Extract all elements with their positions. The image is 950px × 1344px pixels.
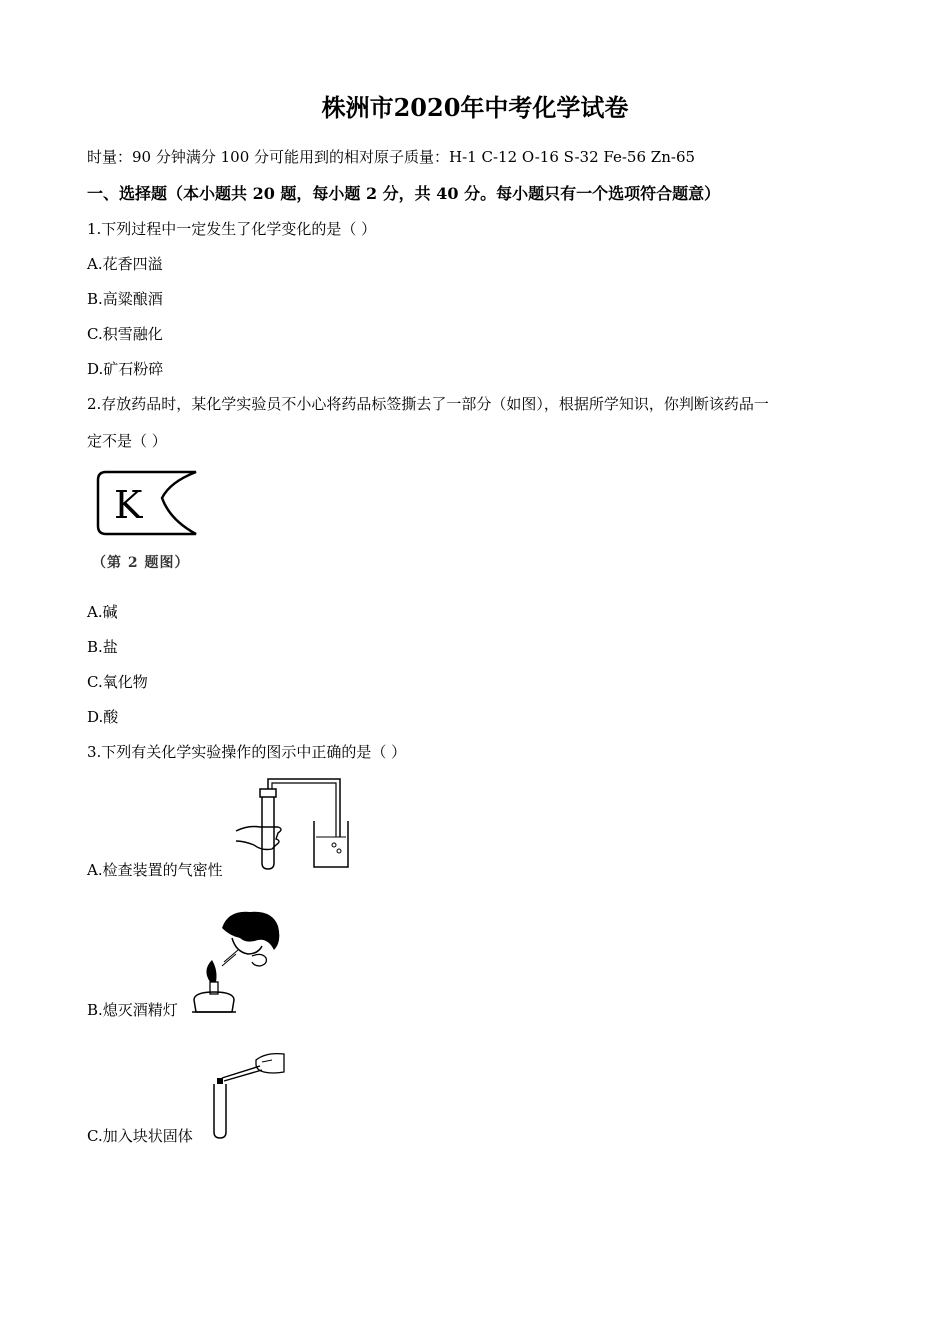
q1-option-c: C.积雪融化 bbox=[87, 325, 163, 343]
exam-info: 时量：90 分钟满分 100 分可能用到的相对原子质量：H-1 C-12 O-16 S-32 Fe-56 Zn-65 bbox=[87, 148, 696, 166]
q1-stem: 1.下列过程中一定发生了化学变化的是（ ） bbox=[87, 220, 377, 238]
q1-option-d: D.矿石粉碎 bbox=[87, 360, 164, 378]
extinguish-lamp-figure bbox=[188, 908, 288, 1020]
q1-option-a: A.花香四溢 bbox=[87, 255, 163, 273]
section-heading: 一、选择题（本小题共 20 题，每小题 2 分，共 40 分。每小题只有一个选项符合题意） bbox=[87, 184, 721, 203]
label-letter: K bbox=[114, 483, 143, 527]
q2-stem-line1: 2.存放药品时，某化学实验员不小心将药品标签撕去了一部分（如图），根据所学知识，你判断该药品一 bbox=[87, 395, 769, 413]
airtightness-check-figure bbox=[232, 775, 357, 875]
airtightness-apparatus-drawing bbox=[232, 775, 357, 875]
q2-option-b: B.盐 bbox=[87, 638, 118, 656]
q2-option-a: A.碱 bbox=[87, 603, 118, 621]
q1-option-b: B.高粱酿酒 bbox=[87, 290, 163, 308]
q2-option-d: D.酸 bbox=[87, 708, 119, 726]
exam-title: 株洲市2020年中考化学试卷 bbox=[321, 93, 629, 122]
torn-label-figure bbox=[92, 468, 202, 578]
q3-stem: 3.下列有关化学实验操作的图示中正确的是（ ） bbox=[87, 743, 407, 761]
figure-caption: （第 2 题图） bbox=[92, 555, 190, 571]
q3-option-c: C.加入块状固体 bbox=[87, 1127, 193, 1145]
test-tube-forceps-drawing bbox=[206, 1048, 288, 1142]
q3-option-a: A.检查装置的气密性 bbox=[87, 861, 223, 879]
q3-option-b: B.熄灭酒精灯 bbox=[87, 1001, 178, 1019]
alcohol-lamp-drawing bbox=[188, 908, 288, 1020]
q2-option-c: C.氧化物 bbox=[87, 673, 148, 691]
add-solid-figure bbox=[206, 1048, 288, 1142]
q2-stem-line2: 定不是（ ） bbox=[87, 432, 167, 450]
